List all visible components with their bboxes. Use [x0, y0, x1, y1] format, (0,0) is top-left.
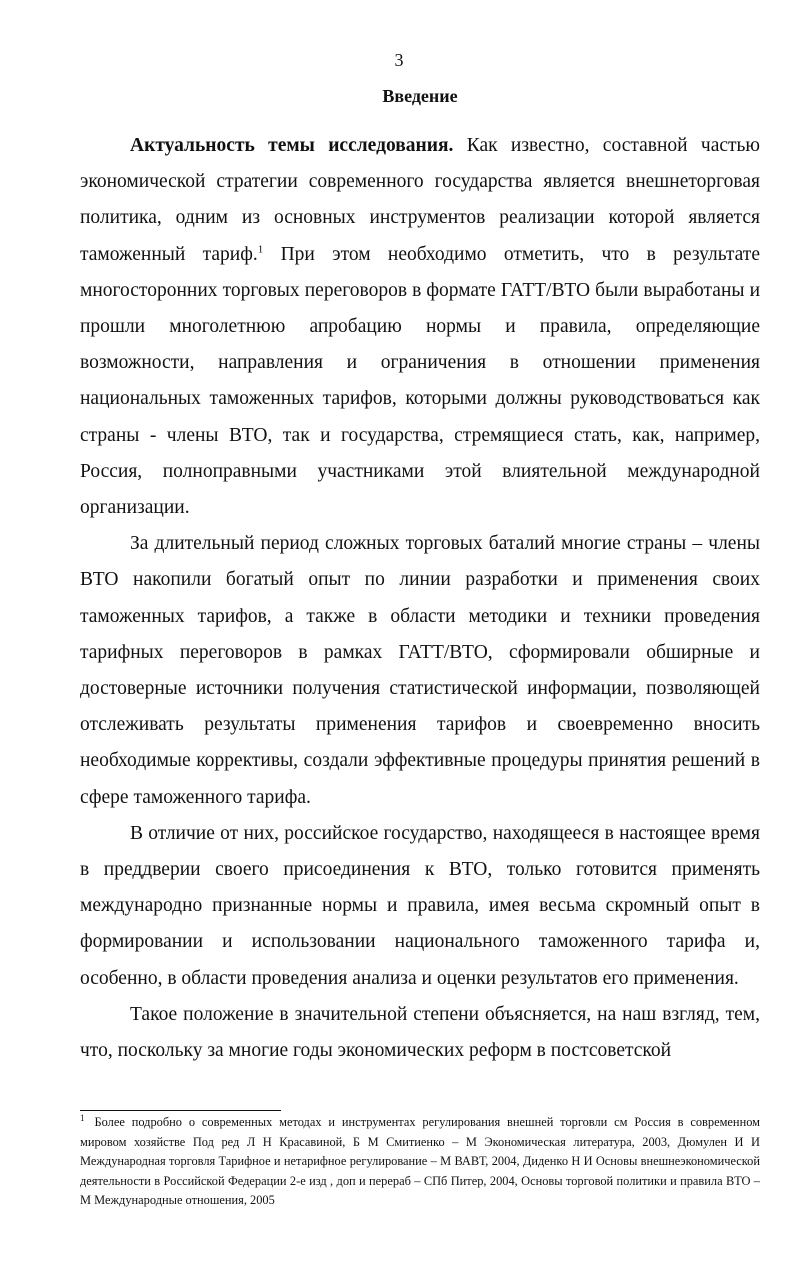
footnote-divider — [80, 1110, 281, 1111]
paragraph-4: Такое положение в значительной степени объясняется, на наш взгляд, тем, что, поскольку за многие годы экономических реформ в постсоветской — [80, 1003, 760, 1062]
footnote — [80, 1113, 760, 1211]
footnote-marker: 1 — [80, 1112, 85, 1123]
paragraph-text-after: При этом необходимо отметить, что в результате многосторонних торговых переговоров в формате ГАТТ/ВТО были выработаны и прошли многолетнюю апробацию нормы и правила, определяющие возможности, направления и ограничения в отношении применения национальных таможенных тарифов, которыми должны руководствоваться как страны - члены ВТО, так и государства, стремящиеся стать, как, например, Россия, полноправными участниками этой влиятельной международной организации. — [80, 243, 760, 519]
paragraph-3: В отличие от них, российское государство, находящееся в настоящее время в преддверии своего присоединения к ВТО, только готовится применять международно признанные нормы и правила, имея весьма скромный опыт в формировании и использовании национального таможенного тарифа и, особенно, в области проведения анализа и оценки результатов его применения. — [80, 822, 760, 989]
footnote-ref: 1 — [257, 243, 264, 256]
body-text — [80, 128, 760, 1069]
paragraph-2: За длительный период сложных торговых баталий многие страны – члены ВТО накопили богатый опыт по линии разработки и применения своих таможенных тарифов, а также в области методики и техники проведения тарифных переговоров в рамках ГАТТ/ВТО, сформировали обширные и достоверные источники получения статистической информации, позволяющей отслеживать результаты применения тарифов и своевременно вносить необходимые коррективы, создали эффективные процедуры принятия решений в сфере таможенного тарифа. — [80, 533, 760, 808]
page-title: Введение — [382, 86, 458, 106]
paragraph-text: Как известно, составной частью экономической стратегии современного государства является внешнеторговая политика, одним из основных инструментов реализации которой является таможенный тариф. — [80, 135, 760, 265]
page-number: 3 — [394, 50, 404, 70]
footnote-text: Более подробно о современных методах и инструментах регулирования внешней торговли см Россия в современном мировом хозяйстве Под ред Л Н Красавиной, Б М Смитиенко – М Экономическая литература, 2003, Дюмулен И И Международная торговля Тарифное и нетарифное регулирование – М ВАВТ, 2004, Диденко Н И Основы внешнеэкономической деятельности в Российской Федерации 2-е изд , доп и перераб – СПб Питер, 2004, Основы торговой политики и правила ВТО – М Международные отношения, 2005 — [80, 1115, 760, 1208]
paragraph-lead: Актуальность темы исследования. — [130, 135, 454, 156]
paragraph-1 — [80, 128, 760, 526]
